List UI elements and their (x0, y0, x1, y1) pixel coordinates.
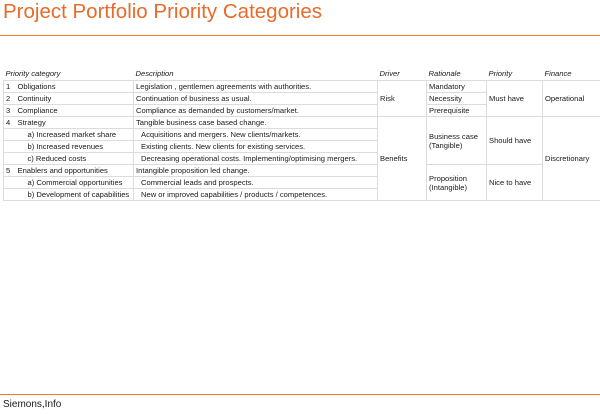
row-category: b) Increased revenues (16, 141, 134, 153)
row-number (4, 177, 16, 189)
row-number: 4 (4, 117, 16, 129)
table-row (4, 81, 600, 93)
row-category: Continuity (16, 93, 134, 105)
row-number (4, 129, 16, 141)
priority-must: Must have (487, 81, 543, 117)
row-category: Strategy (16, 117, 134, 129)
footer-divider (0, 394, 600, 395)
header-driver: Driver (379, 69, 400, 78)
row-description: Tangible business case based change. (134, 117, 378, 129)
header-priority: Priority (488, 69, 513, 78)
row-description: Continuation of business as usual. (134, 93, 378, 105)
row-category: Obligations (16, 81, 134, 93)
row-category: c) Reduced costs (16, 153, 134, 165)
title-divider (0, 35, 600, 36)
row-description: Legislation , gentlemen agreements with authorities. (134, 81, 378, 93)
row-number (4, 141, 16, 153)
page-title: Project Portfolio Priority Categories (3, 0, 323, 23)
header-category: Priority category (5, 69, 61, 78)
finance-operational: Operational (543, 81, 600, 117)
priority-nice: Nice to have (487, 165, 543, 201)
priority-should: Should have (487, 117, 543, 165)
row-category: a) Commercial opportunities (16, 177, 134, 189)
row-description: Intangible proposition led change. (134, 165, 378, 177)
table-row (4, 165, 600, 177)
header-description: Description (135, 69, 174, 78)
row-description: New or improved capabilities / products / competences. (134, 189, 378, 201)
rationale-proposition: Proposition (Intangible) (427, 165, 487, 201)
driver-risk: Risk (378, 81, 427, 117)
table-header-row (4, 69, 600, 81)
priority-table (3, 69, 600, 201)
row-category: b) Development of capabilities (16, 189, 134, 201)
row-category: Enablers and opportunities (16, 165, 134, 177)
driver-benefits: Benefits (378, 117, 427, 201)
row-description: Acquisitions and mergers. New clients/markets. (134, 129, 378, 141)
row-description: Existing clients. New clients for existing services. (134, 141, 378, 153)
header-finance: Finance (544, 69, 572, 78)
row-description: Compliance as demanded by customers/market. (134, 105, 378, 117)
row-number: 5 (4, 165, 16, 177)
header-rationale: Rationale (428, 69, 461, 78)
rationale-business-case: Business case (Tangible) (427, 117, 487, 165)
rationale-prerequisite: Prerequisite (427, 105, 487, 117)
rationale-mandatory: Mandatory (427, 81, 487, 93)
rationale-necessity: Necessity (427, 93, 487, 105)
footer-brand: Siemons,Info (3, 399, 62, 410)
row-category: a) Increased market share (16, 129, 134, 141)
row-description: Decreasing operational costs. Implementing/optimising mergers. (134, 153, 378, 165)
row-number: 3 (4, 105, 16, 117)
row-category: Compliance (16, 105, 134, 117)
row-number: 2 (4, 93, 16, 105)
row-number (4, 153, 16, 165)
finance-discretionary: Discretionary (543, 117, 600, 201)
row-number: 1 (4, 81, 16, 93)
table-row (4, 117, 600, 129)
row-description: Commercial leads and prospects. (134, 177, 378, 189)
row-number (4, 189, 16, 201)
